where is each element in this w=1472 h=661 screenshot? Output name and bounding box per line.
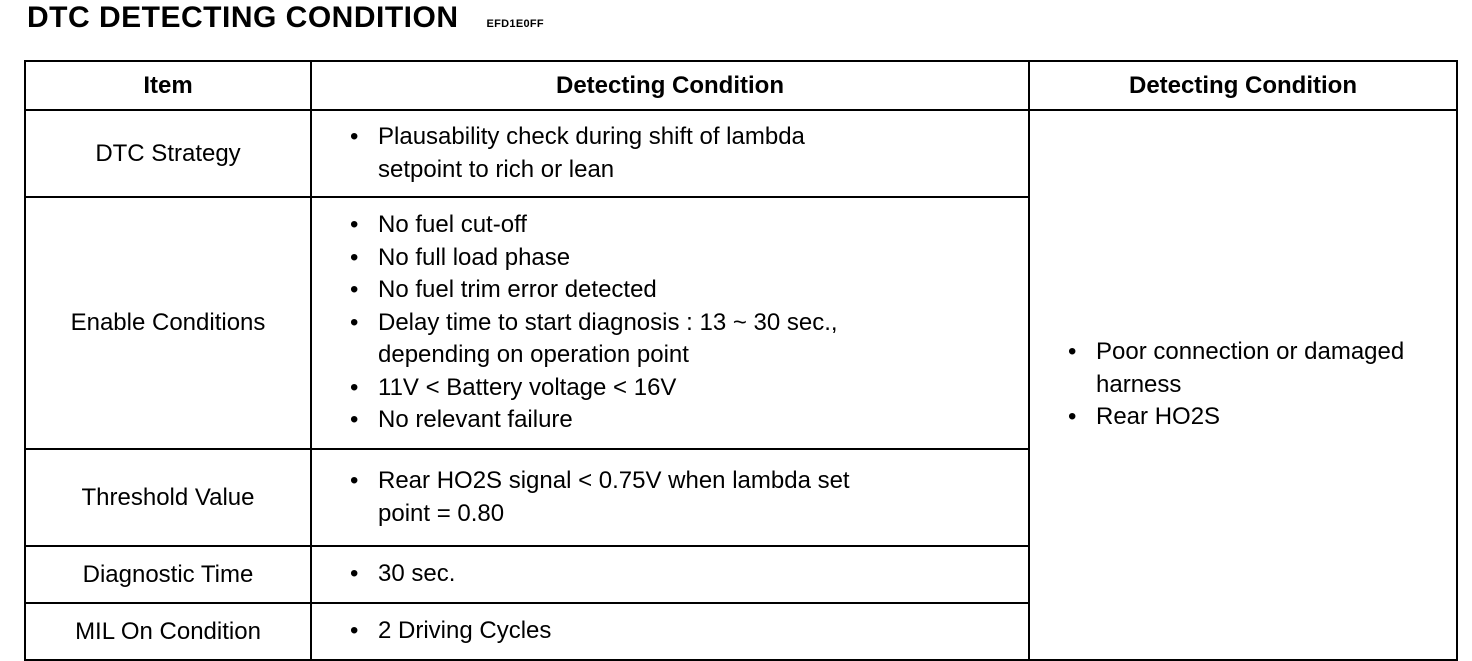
column-header-possible-cause: Detecting Condition bbox=[1029, 61, 1457, 110]
column-header-item: Item bbox=[25, 61, 311, 110]
row-item-label: Enable Conditions bbox=[25, 197, 311, 449]
row-item-label: MIL On Condition bbox=[25, 603, 311, 660]
row-conditions bbox=[311, 449, 1029, 546]
dtc-condition-table bbox=[24, 60, 1458, 661]
page-header bbox=[27, 0, 544, 36]
condition-bullet: • 30 sec. bbox=[350, 558, 1016, 591]
possible-causes-cell bbox=[1029, 110, 1457, 660]
condition-bullet: • No full load phase bbox=[350, 242, 910, 275]
row-conditions bbox=[311, 546, 1029, 603]
condition-bullet: • No fuel trim error detected bbox=[350, 274, 910, 307]
condition-bullet: • Plausability check during shift of lambda setpoint to rich or lean bbox=[350, 121, 870, 186]
row-item-label: Diagnostic Time bbox=[25, 546, 311, 603]
condition-bullet: • 11V < Battery voltage < 16V bbox=[350, 372, 910, 405]
table-header-row bbox=[25, 61, 1457, 110]
row-conditions bbox=[311, 197, 1029, 449]
page-title: DTC DETECTING CONDITION bbox=[27, 1, 459, 34]
document-code: EFD1E0FF bbox=[486, 18, 544, 30]
row-item-label: Threshold Value bbox=[25, 449, 311, 546]
table-row bbox=[25, 110, 1457, 197]
condition-bullet: • Delay time to start diagnosis : 13 ~ 30 sec., depending on operation point bbox=[350, 307, 910, 372]
cause-bullet: • Rear HO2S bbox=[1068, 401, 1446, 434]
condition-bullet: • Rear HO2S signal < 0.75V when lambda set point = 0.80 bbox=[350, 465, 895, 530]
column-header-detecting-condition: Detecting Condition bbox=[311, 61, 1029, 110]
condition-bullet: • No relevant failure bbox=[350, 404, 910, 437]
condition-bullet: • 2 Driving Cycles bbox=[350, 615, 1016, 648]
row-item-label: DTC Strategy bbox=[25, 110, 311, 197]
condition-bullet: • No fuel cut-off bbox=[350, 209, 910, 242]
row-conditions bbox=[311, 110, 1029, 197]
cause-bullet: • Poor connection or damaged harness bbox=[1068, 336, 1446, 401]
